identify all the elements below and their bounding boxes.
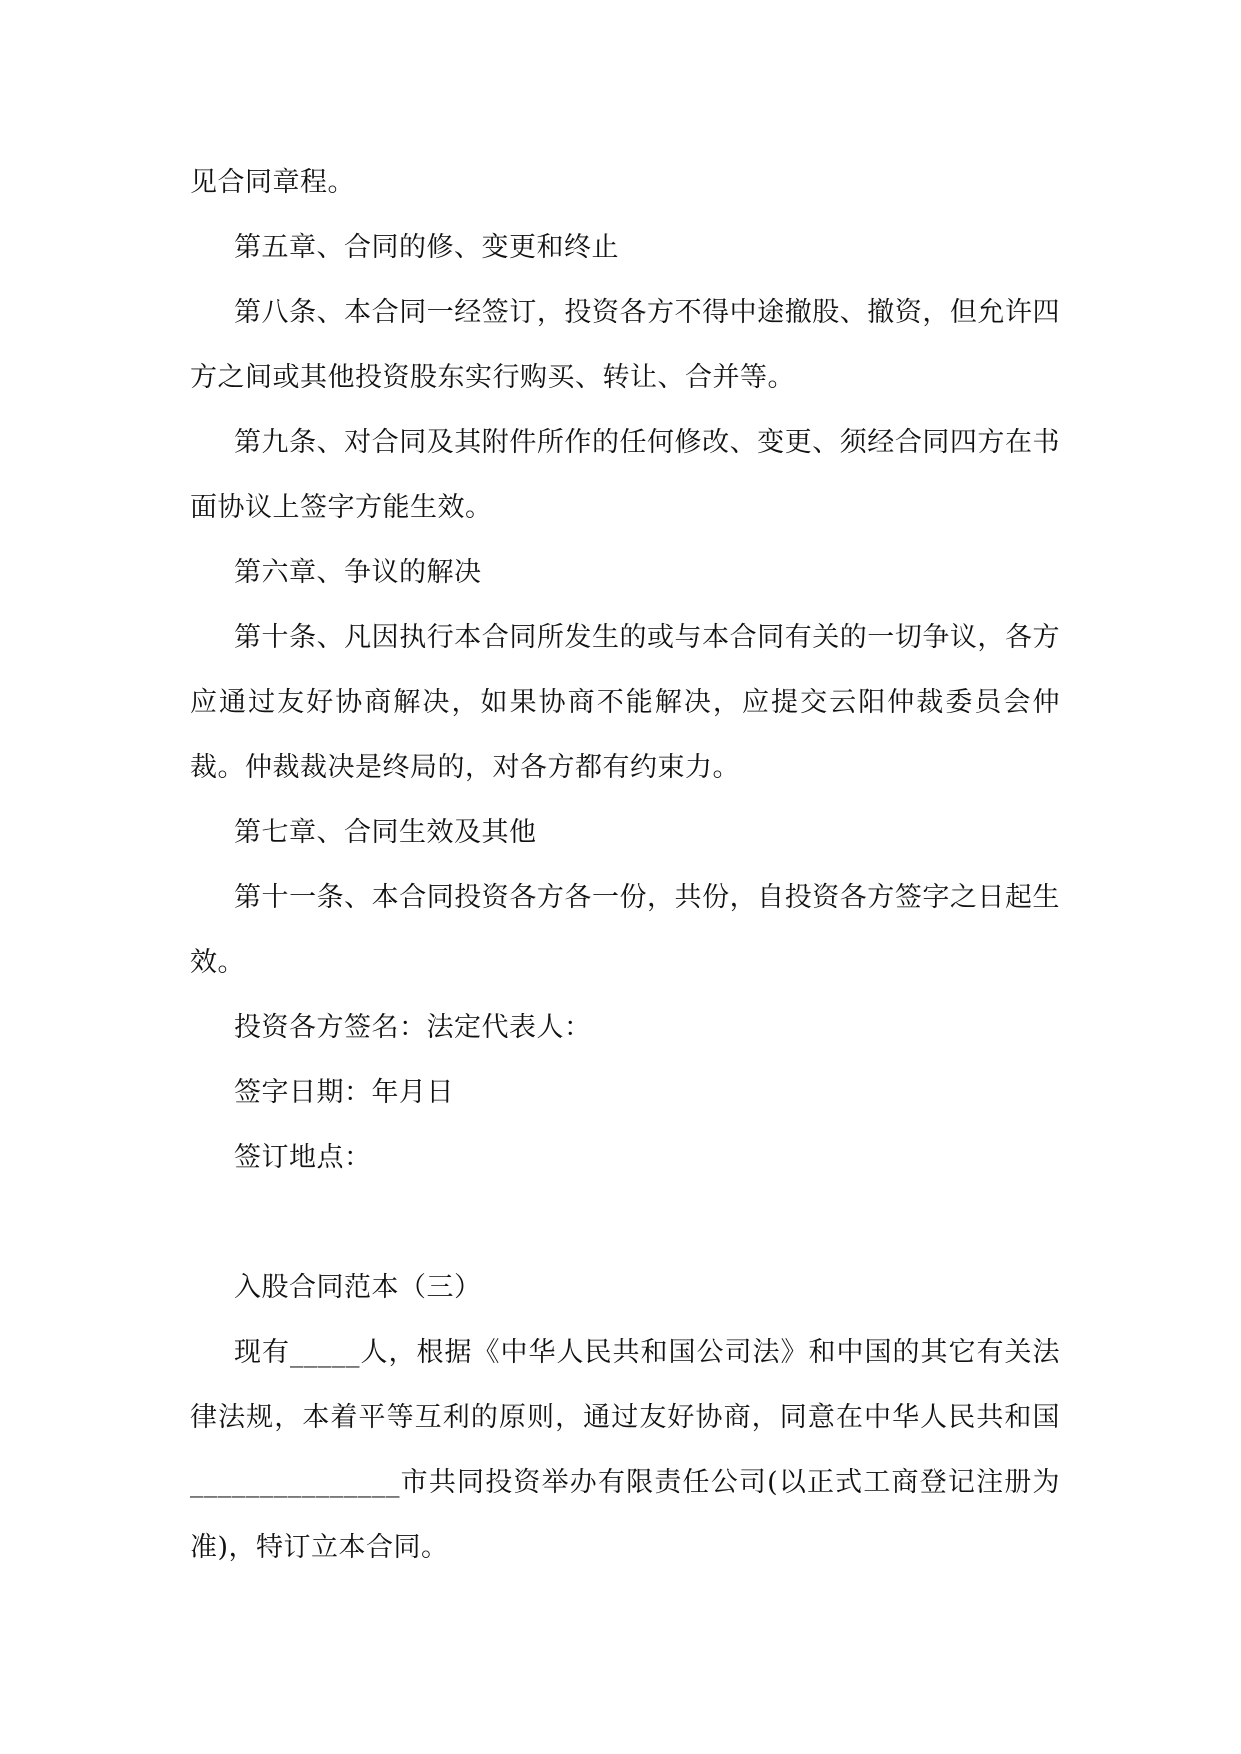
article-9: 第九条、对合同及其附件所作的任何修改、变更、须经合同四方在书面协议上签字方能生效。: [190, 427, 1060, 523]
article-10: 第十条、凡因执行本合同所发生的或与本合同有关的一切争议，各方应通过友好协商解决，如果协商不能解决，应提交云阳仲裁委员会仲裁。仲裁裁决是终局的，对各方都有约束力。: [190, 622, 1060, 783]
chapter-heading-5: 第五章、合同的修、变更和终止: [234, 232, 619, 263]
section-intro-paragraph: 现有_____人，根据《中华人民共和国公司法》和中国的其它有关法律法规，本着平等互利的原则，通过友好协商，同意在中华人民共和国_______________市共同投资举办有限责任公司(以正式工商登记注册为准)，特订立本合同。: [190, 1337, 1060, 1563]
chapter-heading-6: 第六章、争议的解决: [234, 557, 482, 588]
signing-place-line: 签订地点：: [234, 1142, 372, 1173]
signing-date-line: 签字日期：年月日: [234, 1077, 454, 1108]
section-gap: [190, 1190, 1060, 1255]
article-11: 第十一条、本合同投资各方各一份，共份，自投资各方签字之日起生效。: [190, 882, 1060, 978]
document-body: [190, 150, 1060, 1580]
section-title: 入股合同范本（三）: [234, 1272, 482, 1303]
article-8: 第八条、本合同一经签订，投资各方不得中途撤股、撤资，但允许四方之间或其他投资股东实行购买、转让、合并等。: [190, 297, 1060, 393]
paragraph-continuation: 见合同章程。: [190, 167, 355, 198]
chapter-heading-7: 第七章、合同生效及其他: [234, 817, 537, 848]
signature-line: 投资各方签名：法定代表人：: [234, 1012, 592, 1043]
